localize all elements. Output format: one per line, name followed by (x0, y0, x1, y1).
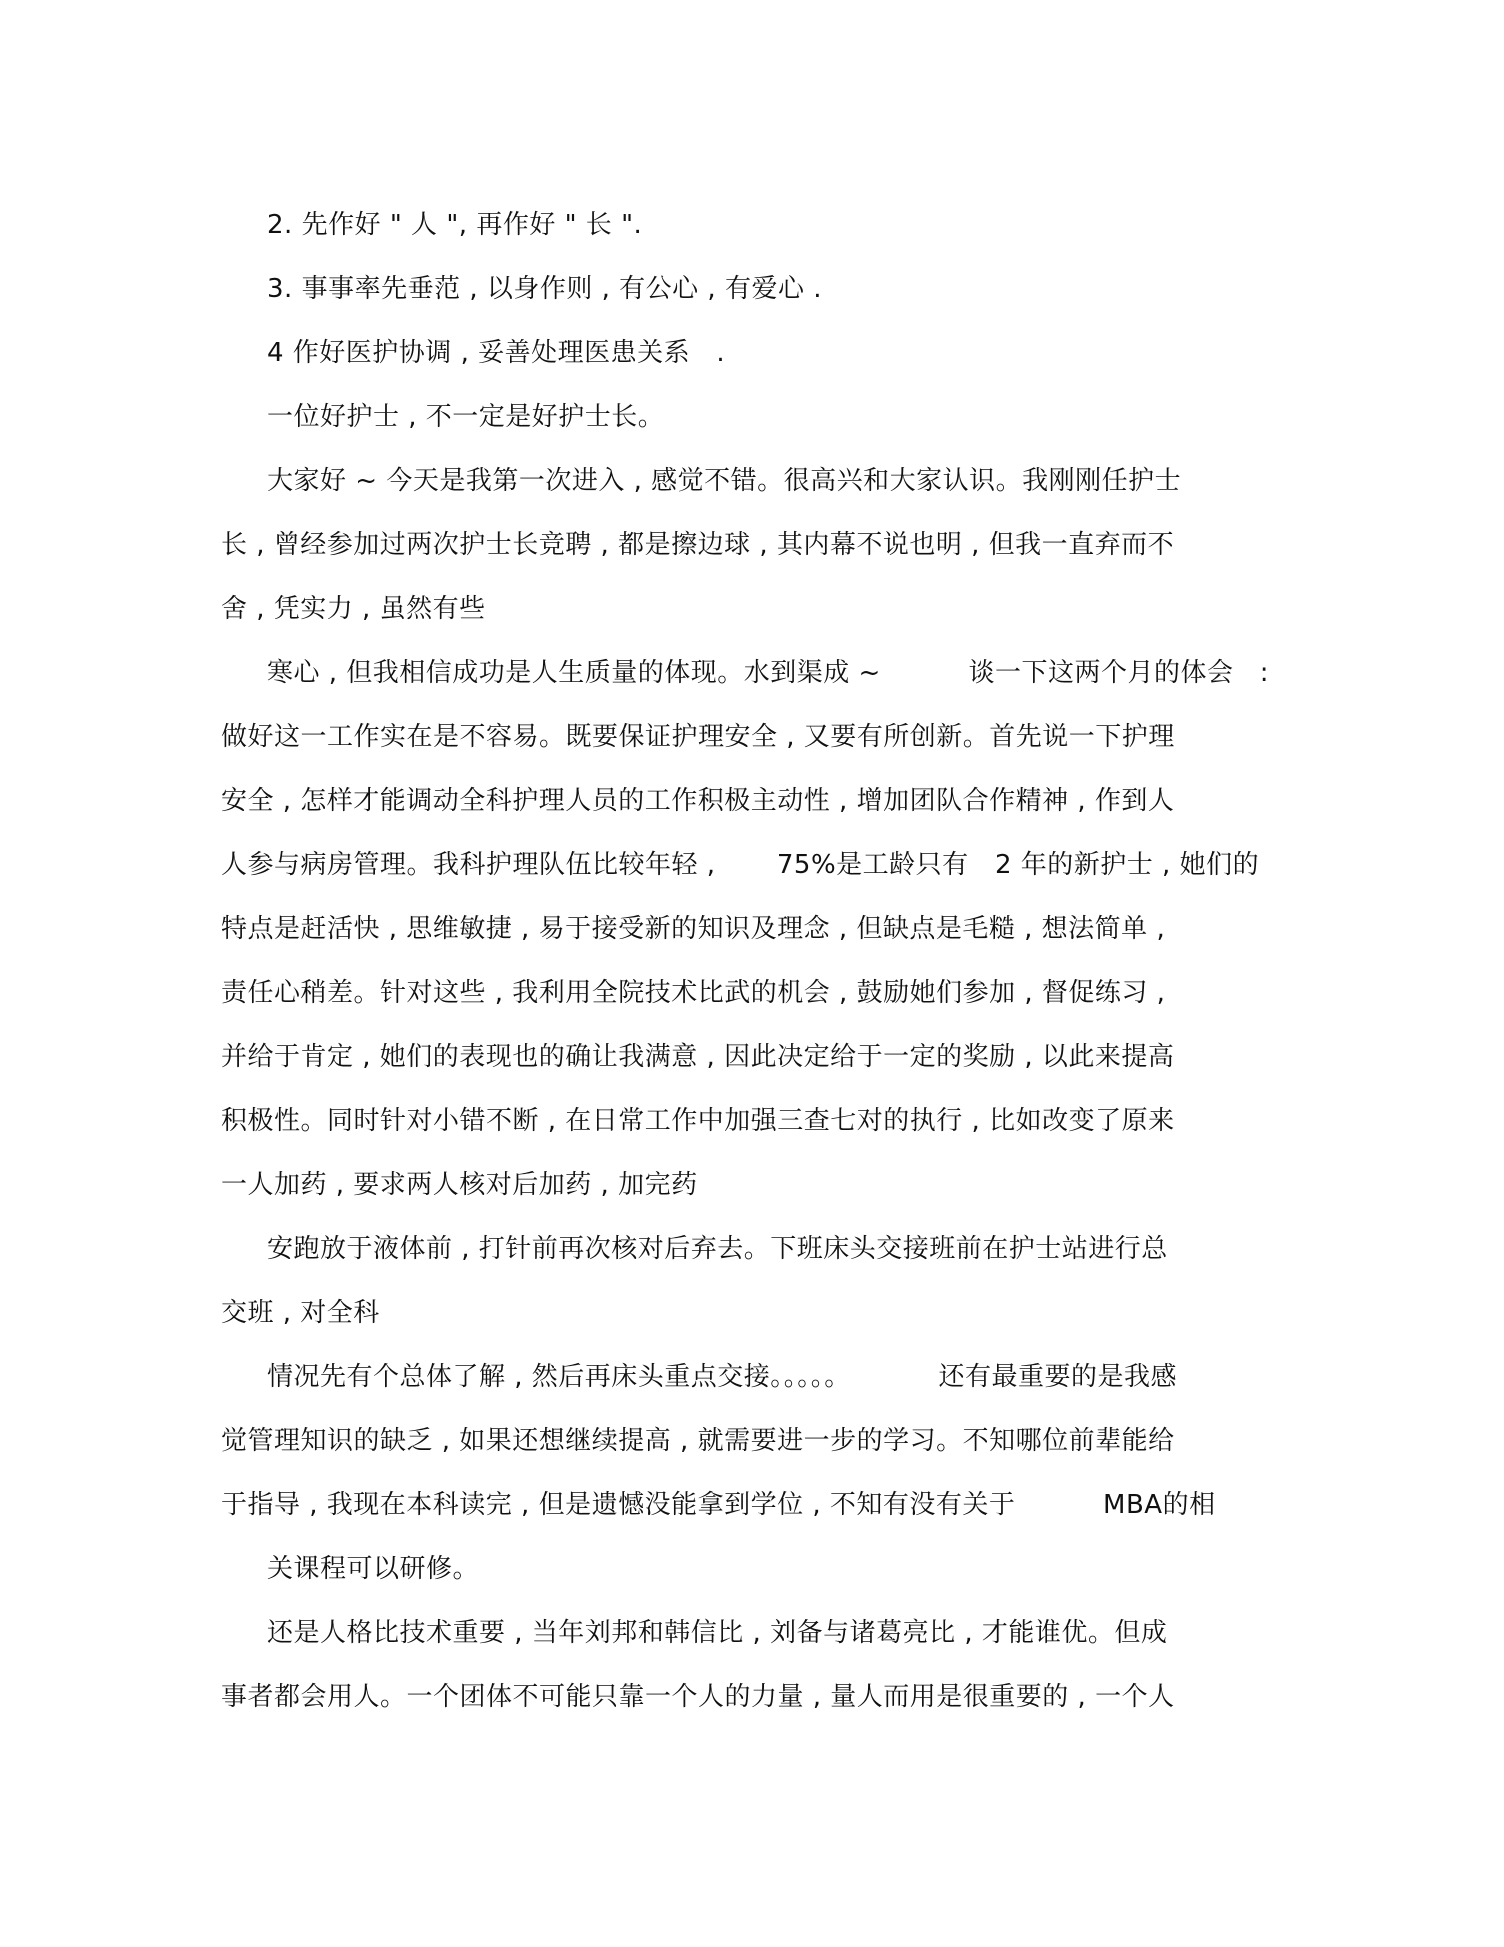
paragraph-line: 交班 , 对全科 (221, 1298, 380, 1328)
paragraph-line: 责任心稍差。针对这些 , 我利用全院技术比武的机会 , 鼓励她们参加 , 督促练习 , (221, 978, 1166, 1008)
list-item-4: 4 作好医护协调 , 妥善处理医患关系 . (267, 338, 726, 368)
paragraph-line: 事者都会用人。一个团体不可能只靠一个人的力量 , 量人而用是很重要的 , 一个人 (221, 1682, 1175, 1712)
paragraph-line: 关课程可以研修。 (267, 1554, 480, 1584)
paragraph-line: 人参与病房管理。我科护理队伍比较年轻 , 75%是工龄只有 2 年的新护士 , 她们的 (221, 850, 1260, 880)
paragraph-line: 安全 , 怎样才能调动全科护理人员的工作积极主动性 , 增加团队合作精神 , 作到人 (221, 786, 1175, 816)
paragraph-line: 于指导 , 我现在本科读完 , 但是遗憾没能拿到学位 , 不知有没有关于 MBA的相 (221, 1490, 1216, 1520)
paragraph-line: 大家好 ~ 今天是我第一次进入 , 感觉不错。很高兴和大家认识。我刚刚任护士 (267, 466, 1182, 496)
paragraph-line: 做好这一工作实在是不容易。既要保证护理安全 , 又要有所创新。首先说一下护理 (221, 722, 1175, 752)
heading-line: 一位好护士 , 不一定是好护士长。 (267, 402, 665, 432)
paragraph-line: 一人加药 , 要求两人核对后加药 , 加完药 (221, 1170, 698, 1200)
paragraph-line: 并给于肯定 , 她们的表现也的确让我满意 , 因此决定给于一定的奖励 , 以此来提高 (221, 1042, 1175, 1072)
paragraph-line: 觉管理知识的缺乏 , 如果还想继续提高 , 就需要进一步的学习。不知哪位前辈能给 (221, 1426, 1175, 1456)
paragraph-line: 长 , 曾经参加过两次护士长竞聘 , 都是擦边球 , 其内幕不说也明 , 但我一直弃而不 (221, 530, 1175, 560)
paragraph-line: 舍 , 凭实力 , 虽然有些 (221, 594, 486, 624)
paragraph-line: 积极性。同时针对小错不断 , 在日常工作中加强三查七对的执行 , 比如改变了原来 (221, 1106, 1175, 1136)
list-item-2: 2. 先作好 " 人 ", 再作好 " 长 ". (267, 210, 643, 240)
paragraph-line: 寒心 , 但我相信成功是人生质量的体现。水到渠成 ~ 谈一下这两个月的体会 : (267, 658, 1270, 688)
paragraph-line: 还是人格比技术重要 , 当年刘邦和韩信比 , 刘备与诸葛亮比 , 才能谁优。但成 (267, 1618, 1168, 1648)
paragraph-line: 情况先有个总体了解 , 然后再床头重点交接。。。。。 还有最重要的是我感 (267, 1362, 1177, 1392)
list-item-3: 3. 事事率先垂范 , 以身作则 , 有公心 , 有爱心 . (267, 274, 822, 304)
paragraph-line: 特点是赶活快 , 思维敏捷 , 易于接受新的知识及理念 , 但缺点是毛糙 , 想法简单 , (221, 914, 1166, 944)
paragraph-line: 安跑放于液体前 , 打针前再次核对后弃去。下班床头交接班前在护士站进行总 (267, 1234, 1168, 1264)
